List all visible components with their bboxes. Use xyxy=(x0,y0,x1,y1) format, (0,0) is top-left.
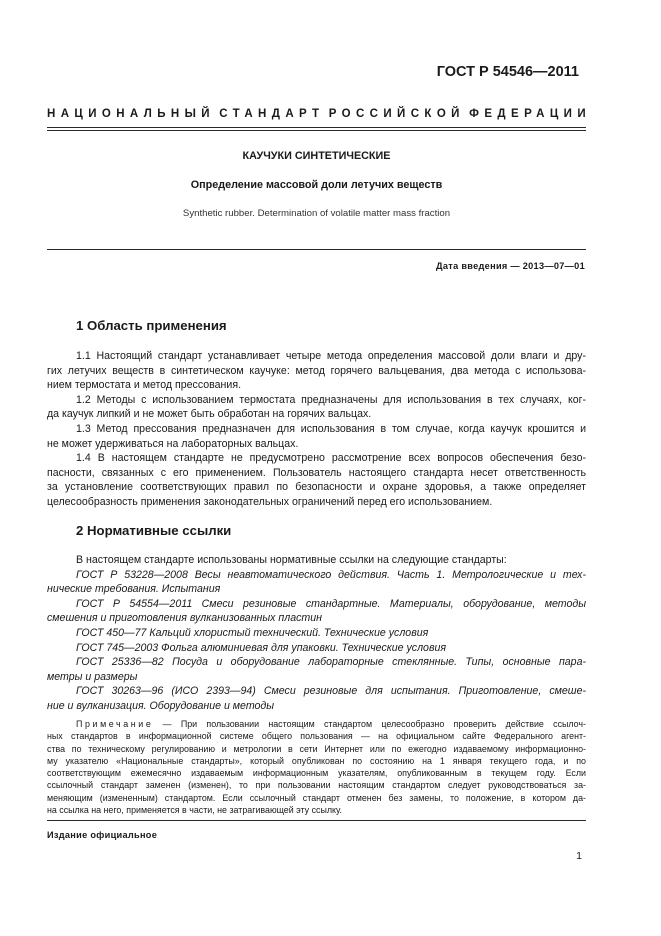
section-2-heading: 2 Нормативные ссылки xyxy=(76,523,232,538)
note-label: Примечание xyxy=(76,719,154,729)
note-line: меняющим (измененным) стандартом. Если ссылочный стандарт отменен без замены, то положение, в котором да- xyxy=(47,792,586,803)
reference-line: ГОСТ 30263—96 (ИСО 2393—94) Смеси резиновые для испытания. Приготовление, смеше- xyxy=(76,685,586,698)
footer-rule xyxy=(47,820,586,821)
references-intro: В настоящем стандарте использованы нормативные ссылки на следующие стандарты: xyxy=(76,554,507,566)
reference-line: ГОСТ Р 54554—2011 Смеси резиновые стандартные. Материалы, оборудование, методы xyxy=(76,597,586,610)
page-number: 1 xyxy=(576,850,582,862)
reference-line: метры и размеры xyxy=(47,670,138,683)
header-rule xyxy=(47,127,586,128)
para-1-3-line: 1.3 Метод прессования предназначен для использования в том случае, когда каучук крошится и xyxy=(76,422,586,435)
reference-line: ние и вулканизация. Оборудование и методы xyxy=(47,699,275,712)
para-1-3-line: не может удерживаться на лабораторных вальцах. xyxy=(47,437,299,450)
national-standard-banner xyxy=(47,108,591,120)
para-1-4-line: 1.4 В настоящем стандарте не предусмотрено рассмотрение всех вопросов обеспечения безо- xyxy=(76,452,586,465)
banner-word-1: НАЦИОНАЛЬНЫЙ xyxy=(47,108,215,120)
note-line: соответствующим ежемесячно издаваемым информационным указателям, опубликованным в текущем году. Если xyxy=(47,768,586,779)
banner-word-2: СТАНДАРТ xyxy=(219,108,325,120)
date-of-introduction: Дата введения — 2013—07—01 xyxy=(436,261,585,271)
reference-line: ГОСТ Р 53228—2008 Весы неавтоматического действия. Часть 1. Метрологические и тех- xyxy=(76,568,586,581)
date-rule xyxy=(47,249,586,250)
reference-line: ГОСТ 25336—82 Посуда и оборудование лабораторные стеклянные. Типы, основные пара- xyxy=(76,656,586,669)
document-title: КАУЧУКИ СИНТЕТИЧЕСКИЕ xyxy=(242,150,391,162)
reference-line: ГОСТ 450—77 Кальций хлористый технический. Технические условия xyxy=(76,626,429,639)
document-title-english: Synthetic rubber. Determination of volatile matter mass fraction xyxy=(182,208,451,219)
header-rule-second xyxy=(47,130,586,131)
note-line: — При пользовании настоящим стандартом целесообразно проверить действие ссылоч- xyxy=(153,719,586,729)
para-1-1-line: нием термостата и метод прессования. xyxy=(47,379,242,392)
para-1-1-line: гих летучих веществ в синтетическом каучуке: метод горячего вальцевания, два метода с использова- xyxy=(47,364,586,377)
banner-word-4: ФЕДЕРАЦИИ xyxy=(469,108,591,120)
document-subtitle: Определение массовой доли летучих веществ xyxy=(190,179,443,191)
para-1-4-line: пасности, связанных с его применением. Пользователь настоящего стандарта несет ответственность xyxy=(47,466,586,479)
note-line: ных стандартов в информационной системе общего пользования — на официальном сайте Федерального агент- xyxy=(47,731,586,742)
section-1-body xyxy=(47,349,586,510)
note-first-line xyxy=(47,718,586,730)
reference-line: смешения и приготовления вулканизованных пластин xyxy=(47,612,322,625)
edition-label: Издание официальное xyxy=(47,830,158,840)
reference-line: нические требования. Испытания xyxy=(47,583,221,596)
para-1-1-line: 1.1 Настоящий стандарт устанавливает четыре метода определения массовой доли влаги и дру- xyxy=(76,350,586,362)
reference-line: ГОСТ 745—2003 Фольга алюминиевая для упаковки. Технические условия xyxy=(76,641,447,654)
banner-word-3: РОССИЙСКОЙ xyxy=(328,108,465,120)
note-line: ссылочный стандарт заменен (изменен), то при пользовании настоящим стандартом следует руководствоваться за- xyxy=(47,780,586,791)
note-block xyxy=(47,718,586,816)
gost-number: ГОСТ Р 54546—2011 xyxy=(436,64,579,80)
section-2-body xyxy=(47,553,586,714)
section-1-heading: 1 Область применения xyxy=(76,318,227,333)
para-1-2-line: да каучук липкий и не может быть обработан на горячих вальцах. xyxy=(47,408,372,421)
note-line: на ссылка на него, применяется в части, не затрагивающей эту ссылку. xyxy=(47,805,342,816)
para-1-2-line: 1.2 Методы с использованием термостата предназначены для использования в тех случаях, ког- xyxy=(76,393,586,406)
note-line: му указателю «Национальные стандарты», который опубликован по состоянию на 1 января текущего года, и по xyxy=(47,755,586,766)
para-1-4-line: за установление соответствующих правил по безопасности и охране здоровья, а также определяет xyxy=(47,481,586,494)
note-line: ства по техническому регулированию и метрологии в сети Интернет или по ежегодно издаваемому информационно- xyxy=(47,743,586,754)
para-1-4-line: целесообразность применения законодательных ограничений перед его использованием. xyxy=(47,495,493,508)
